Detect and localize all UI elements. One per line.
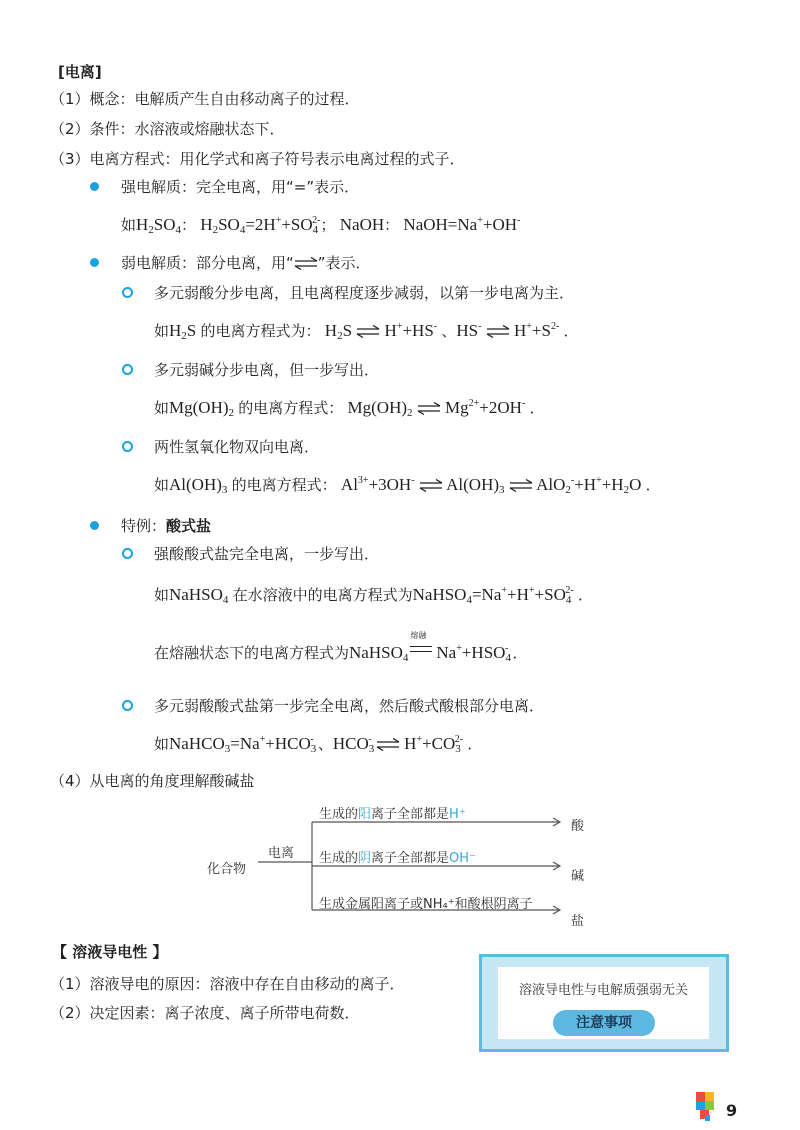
strong-electrolyte-label: 强电解质：完全电离，用“=”表示． [121,178,360,196]
diagram-ionize: 电离 [268,846,295,861]
weak-base-example: 如$Mg(OH)_2$ 的电离方程式： $Mg(OH)_2$ $Mg^{2+}+2OH^-$ ． [154,398,545,419]
note-title: 溶液导电性与电解质强弱无关 [518,983,688,998]
weak-electrolyte-label: 弱电解质：部分电离，用“ ”表示． [121,254,371,272]
weak-acid-label: 多元弱酸分步电离，且电离程度逐步减弱，以第一步电离为主． [154,284,575,302]
page-number: 9 [726,1101,738,1120]
item-equation-definition: （3）电离方程式：用化学式和离子符号表示电离过程的式子． [50,150,465,168]
molten-condition-label: 熔融 [410,631,427,640]
section-heading-conductivity: 【 溶液导电性 】 [52,943,168,961]
diagram-result-acid: 酸 [571,819,585,834]
section-heading-ionization: [电离] [58,63,102,81]
item-condition: （2）条件：水溶液或熔融状态下． [50,120,285,138]
item-concept: （1）概念：电解质产生自由移动离子的过程． [50,90,360,108]
note-badge: 注意事项 [553,1010,655,1036]
strong-acid-salt-example-molten: 在熔融状态下的电离方程式为NaHSO$_4$ 熔融 $Na^++HSO_4^-$ ． [154,631,528,664]
diagram-result-base: 碱 [571,869,585,884]
special-case-label: 特例：酸式盐 [121,517,212,535]
diagram-compound: 化合物 [207,862,247,877]
strong-electrolyte-example: 如$H_2SO_4$： $H_2SO_4=2H^++SO_4^{2-}$； NaOH： NaOH=Na++OH- [121,215,521,236]
weak-acid-salt-example: 如$NaHCO_3=Na^++HCO_3^-$ 、$HCO_3^-$ $H^++CO_3^{2-}$ ． [154,734,483,755]
amphoteric-example: 如$Al(OH)_3$ 的电离方程式： $Al^{3+}+3OH^-$ $Al(OH)_3$ $AlO_2^-+H^++H_2O$ ． [154,475,661,496]
strong-acid-salt-label: 强酸酸式盐完全电离，一步写出． [154,545,380,563]
weak-acid-example: 如$H_2S$ 的电离方程式为： $H_2S$ H++HS- 、HS- $H^++S^{2-}$ ． [154,321,579,342]
strong-acid-salt-example-aqueous: 如NaHSO$_4$ 在水溶液中的电离方程式为$NaHSO_4=Na^++H^++SO_4^{2-}$ ． [154,585,593,606]
diagram-result-salt: 盐 [571,914,585,929]
publisher-logo-icon [692,1090,722,1124]
note-inner [498,967,709,1039]
item-conduction-reason: （1）溶液导电的原因：溶液中存在自由移动的离子． [50,975,405,993]
item-deciding-factors: （2）决定因素：离子浓度、离子所带电荷数． [50,1004,360,1022]
item-acid-base-salt: （4）从电离的角度理解酸碱盐 [50,772,255,790]
diagram-branch-base: 生成的阴离子全部都是OH⁻ [319,851,476,866]
note-box [479,954,729,1052]
amphoteric-label: 两性氢氧化物双向电离． [154,438,320,456]
diagram-branch-acid: 生成的阳离子全部都是H⁺ [319,807,466,822]
diagram-branch-salt: 生成金属阳离子或NH₄⁺和酸根阴离子 [319,897,533,912]
weak-acid-salt-label: 多元弱酸酸式盐第一步完全电离，然后酸式酸根部分电离． [154,697,545,715]
weak-base-label: 多元弱碱分步电离，但一步写出． [154,361,380,379]
